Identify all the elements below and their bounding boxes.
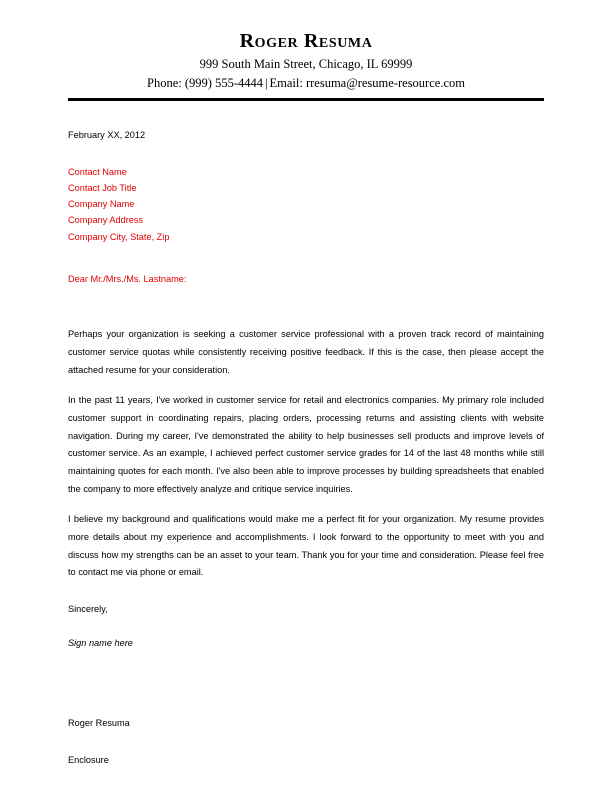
- sender-contact-line: [68, 74, 544, 93]
- letter-date: February XX, 2012: [68, 129, 146, 140]
- sender-typed-name: Roger Resuma: [68, 718, 130, 729]
- sender-address: 999 South Main Street, Chicago, IL 69999: [199, 57, 413, 71]
- body-paragraph-3: I believe my background and qualifications would make me a perfect fit for your organization. My resume provides more details about my experience and accomplishments. I look forward to the opportunity to meet with you and discuss how my strengths can be an asset to your team. Thank you for your time and consideration. Please feel free to contact me via phone or email.: [68, 514, 544, 578]
- recipient-address-block: [68, 164, 544, 244]
- signature-placeholder: Sign name here: [68, 638, 133, 649]
- recipient-company-city-state-zip: Company City, State, Zip: [68, 231, 170, 242]
- recipient-job-title: Contact Job Title: [68, 183, 137, 194]
- recipient-company-address: Company Address: [68, 215, 144, 226]
- contact-separator: |: [264, 75, 268, 90]
- sender-email: Email: rresuma@resume-resource.com: [269, 75, 465, 90]
- letterhead: [68, 0, 544, 101]
- sender-full-name: Roger Resuma: [239, 30, 373, 52]
- enclosure-notation: Enclosure: [68, 754, 109, 765]
- letter-body: [68, 101, 544, 770]
- body-paragraph-1: Perhaps your organization is seeking a customer service professional with a proven track record of maintaining customer service quotas while consistently receiving positive feedback. If this is the case, then please accept the attached resume for your consideration.: [68, 329, 544, 375]
- sender-phone: Phone: (999) 555-4444: [147, 75, 263, 90]
- closing-line: Sincerely,: [68, 603, 108, 614]
- body-paragraph-2: In the past 11 years, I've worked in customer service for retail and electronics companies. My primary role included customer support in coordinating repairs, placing orders, processing returns and assisting clients with website navigation. During my career, I've demonstrated the ability to help businesses sell products and improve levels of customer service. As an example, I achieved perfect customer service grades for 14 of the last 48 months while still maintaining quotes for each month. I've also been able to improve processes by building spreadsheets that enabled the company to more effectively analyze and critique service inquiries.: [68, 395, 544, 494]
- salutation: Dear Mr./Mrs./Ms. Lastname:: [68, 273, 187, 284]
- recipient-company-name: Company Name: [68, 199, 135, 210]
- recipient-contact-name: Contact Name: [68, 167, 127, 178]
